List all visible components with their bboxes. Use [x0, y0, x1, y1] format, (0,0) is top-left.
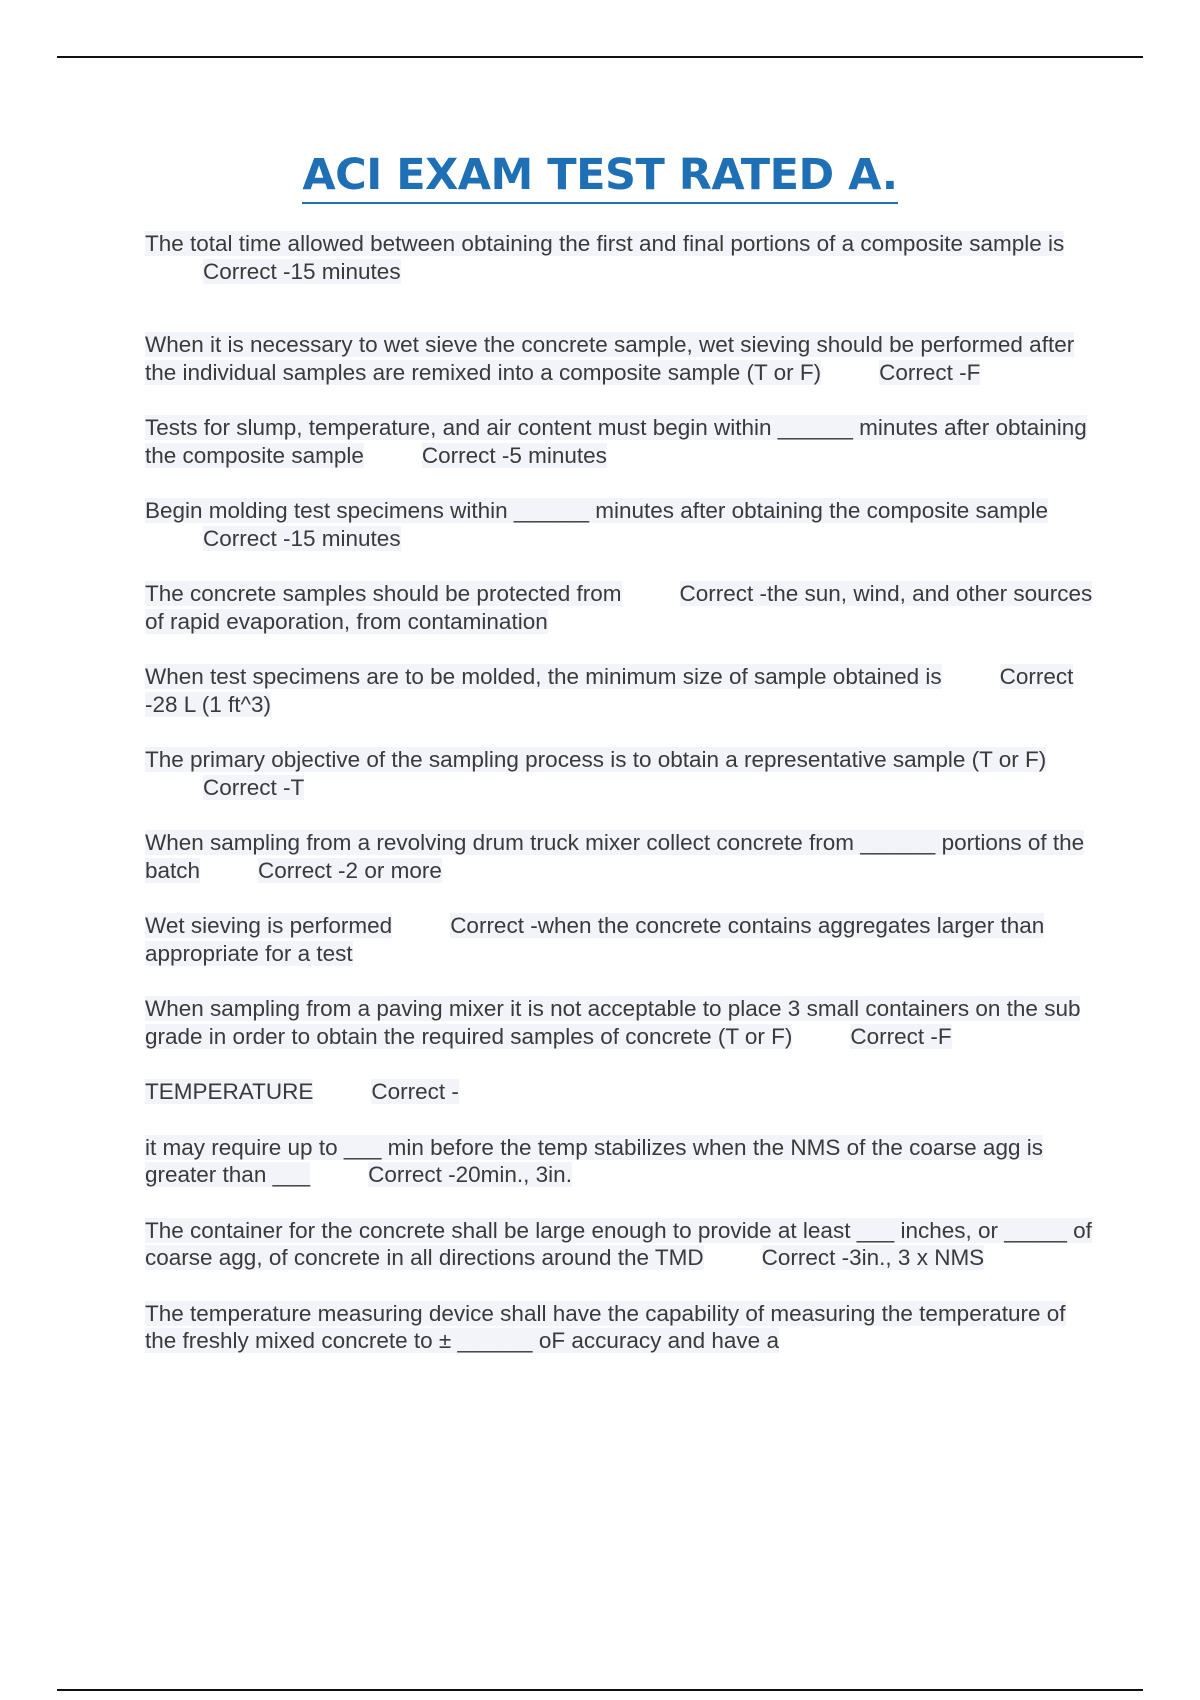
answer-text: Correct -F [879, 359, 981, 385]
question-text: Tests for slump, temperature, and air content must begin within ______ minutes after obtaining the composite sample [145, 415, 1087, 468]
answer-text: Correct -20min., 3in. [368, 1162, 572, 1187]
qa-item [145, 1134, 1095, 1189]
qa-item [145, 580, 1095, 635]
answer-text: Correct -28 L (1 ft^3) [145, 664, 1074, 717]
qa-item [145, 414, 1095, 469]
question-text: When sampling from a paving mixer it is not acceptable to place 3 small containers on the sub grade in order to obtain the required samples of concrete (T or F) [145, 996, 1081, 1049]
question-text: The container for the concrete shall be large enough to provide at least ___ inches, or _____ of coarse agg, of concrete in all directions around the TMD [145, 1217, 1092, 1270]
answer-text: Correct -3in., 3 x NMS [761, 1245, 985, 1270]
answer-text: Correct -5 minutes [421, 442, 607, 468]
question-text: The total time allowed between obtaining the first and final portions of a composite sample is [145, 231, 1065, 256]
question-text: When test specimens are to be molded, the minimum size of sample obtained is [145, 664, 942, 689]
question-text: TEMPERATURE [145, 1079, 314, 1104]
answer-text: Correct -2 or more [258, 857, 442, 883]
answer-text: Correct -the sun, wind, and other sources of rapid evaporation, from contamination [145, 581, 1093, 634]
question-text: The temperature measuring device shall have the capability of measuring the temperature of the freshly mixed concrete to ± ______ oF accuracy and have a [145, 1300, 1066, 1353]
qa-item [145, 1217, 1095, 1272]
question-text: The concrete samples should be protected from [145, 581, 622, 606]
qa-item [145, 497, 1095, 552]
qa-item [145, 663, 1095, 718]
answer-text: Correct -F [850, 1023, 952, 1049]
question-text: The primary objective of the sampling process is to obtain a representative sample (T or F) [145, 747, 1047, 772]
document-title: ACI EXAM TEST RATED A. [0, 150, 1200, 202]
qa-item [145, 995, 1095, 1050]
answer-text: Correct -T [203, 774, 305, 800]
qa-item [145, 1300, 1095, 1355]
qa-item [145, 1078, 1095, 1106]
qa-item [145, 829, 1095, 884]
question-text: Begin molding test specimens within ______ minutes after obtaining the composite sample [145, 498, 1049, 523]
question-text: When it is necessary to wet sieve the concrete sample, wet sieving should be performed after the individual samples are remixed into a composite sample (T or F) [145, 332, 1075, 385]
answer-text: Correct - [371, 1079, 459, 1104]
question-text: When sampling from a revolving drum truck mixer collect concrete from ______ portions of the batch [145, 830, 1085, 883]
qa-item [145, 331, 1095, 386]
qa-list [145, 230, 1095, 1383]
answer-text: Correct -15 minutes [203, 258, 401, 284]
header-rule [57, 56, 1143, 58]
qa-item [145, 912, 1095, 967]
answer-text: Correct -15 minutes [203, 525, 401, 551]
qa-item [145, 230, 1095, 285]
footer-rule [57, 1689, 1143, 1691]
answer-text: Correct -when the concrete contains aggregates larger than appropriate for a test [145, 913, 1045, 966]
question-text: it may require up to ___ min before the temp stabilizes when the NMS of the coarse agg is greater than ___ [145, 1134, 1043, 1187]
qa-item [145, 746, 1095, 801]
question-text: Wet sieving is performed [145, 913, 393, 938]
